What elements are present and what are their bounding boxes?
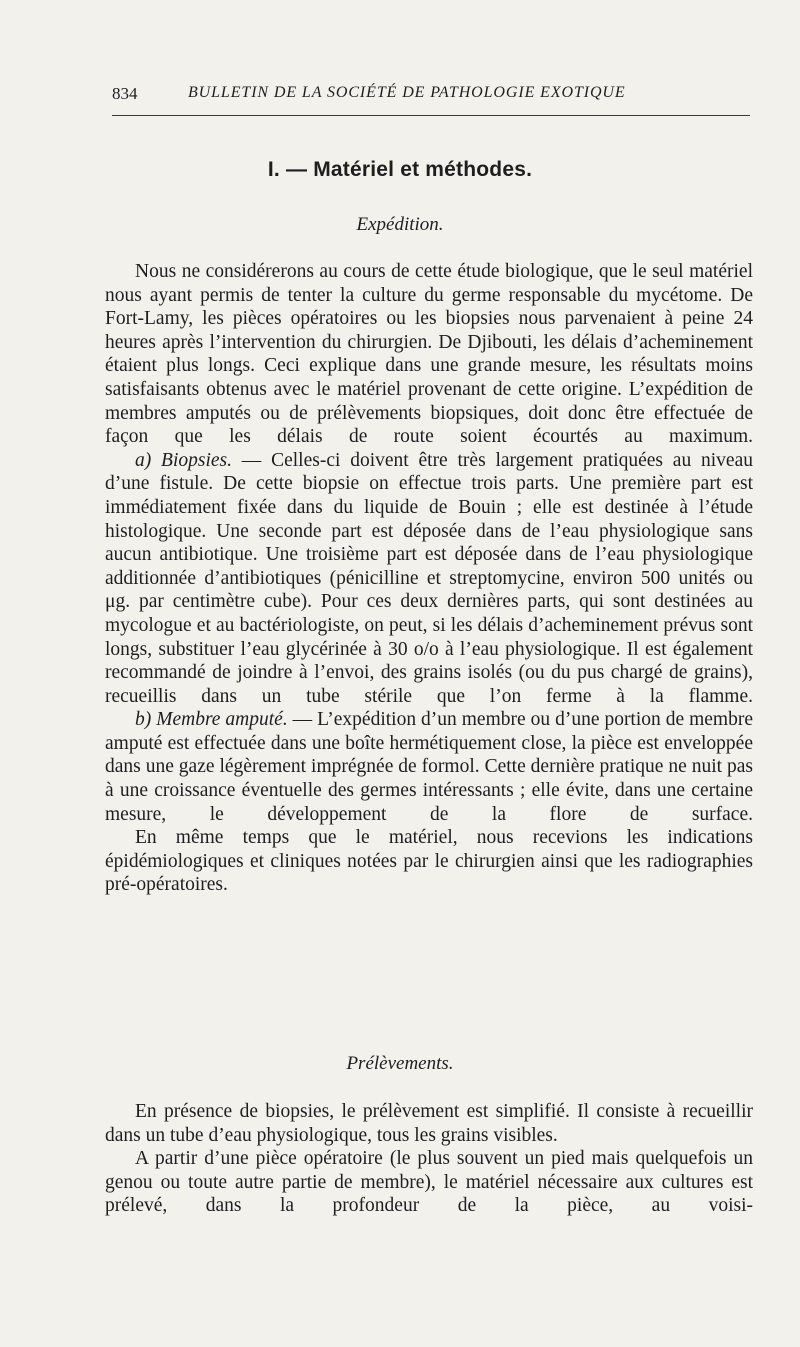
paragraph: Nous ne considérerons au cours de cette étude biologique, que le seul matériel nous ayant permis de tenter la culture du germe responsable du mycétome. De Fort-Lamy, les pièces opératoires ou les biopsies nous parvenaient à peine 24 heures après l’intervention du chirurgien. De Djibouti, les délais d’acheminement étaient plus longs. Ceci explique dans une grande mesure, les résultats moins satisfaisants obtenus avec le matériel provenant de cette origine. L’expédition de membres amputés ou de prélèvements biopsiques, doit donc être effectuée de façon que les délais de route soient écourtés au maximum. bbox=[105, 261, 753, 448]
paragraph: A partir d’une pièce opératoire (le plus souvent un pied mais quelquefois un genou ou toute autre partie de membre), le matériel nécessaire aux cultures est prélevé, dans la profondeur de la pièce, au voisi- bbox=[105, 1148, 753, 1217]
header-rule bbox=[112, 115, 750, 116]
paragraph-text: — L’expédition d’un membre ou d’une portion de membre amputé est effectuée dans une boîte hermétiquement close, la pièce est enveloppée dans une gaze légèrement imprégnée de formol. Cette dernière pratique ne nuit pas à une croissance éventuelle des germes intéressants ; elle évite, dans une certaine mesure, le développement de la flore de surface. bbox=[105, 709, 753, 825]
paragraph-membre-ampute bbox=[105, 708, 753, 826]
paragraph: En même temps que le matériel, nous recevions les indications épidémiologiques et cliniques notées par le chirurgien ainsi que les radiographies pré-opératoires. bbox=[105, 827, 753, 896]
item-label-biopsies: a) Biopsies. bbox=[135, 449, 232, 471]
subheading-prelevements: Prélèvements. bbox=[346, 1053, 454, 1074]
running-head bbox=[112, 84, 752, 124]
subheading-expedition: Expédition. bbox=[356, 214, 444, 235]
expedition-text bbox=[105, 260, 753, 897]
paragraph: En présence de biopsies, le prélèvement est simplifié. Il consiste à recueillir dans un tube d’eau physiologique, tous les grains visibles. bbox=[105, 1101, 753, 1146]
prelevements-text bbox=[105, 1100, 753, 1218]
page-number: 834 bbox=[112, 84, 138, 103]
item-label-membre-ampute: b) Membre amputé. bbox=[135, 709, 288, 731]
paragraph-text: — Celles-ci doivent être très largement pratiquées au niveau d’une fistule. De cette biopsie on effectue trois parts. Une première part est immédiatement fixée dans du liquide de Bouin ; elle est destinée à l’étude histologique. Une seconde part est déposée dans de l’eau physiologique sans aucun antibiotique. Une troisième part est déposée dans de l’eau physiologique additionnée d’antibiotiques (pénicilline et streptomycine, environ 500 unités ou μg. par centimètre cube). Pour ces deux dernières parts, qui sont destinées au mycologue et au bactériologiste, on peut, si les délais d’acheminement prévus sont longs, substituer l’eau glycérinée à 30 o/o à l’eau physiologique. Il est également recommandé de joindre à l’envoi, des grains isolés (ou du pus chargé de grains), recueillis dans un tube stérile que l’on ferme à la flamme. bbox=[105, 449, 753, 707]
section-heading: I. — Matériel et méthodes. bbox=[267, 158, 533, 181]
paragraph-biopsies bbox=[105, 449, 753, 709]
journal-title: BULLETIN DE LA SOCIÉTÉ DE PATHOLOGIE EXOTIQUE bbox=[188, 84, 626, 101]
